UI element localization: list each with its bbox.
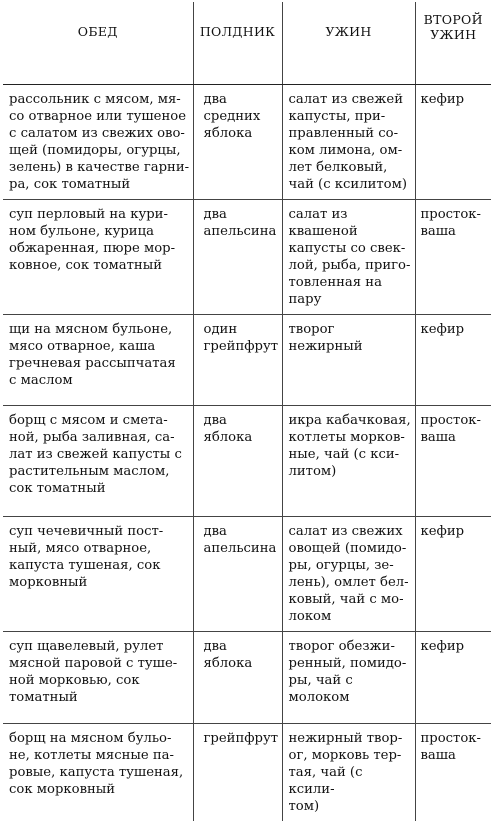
cell-lunch: щи на мясном бульоне, мясо отварное, каша гречневая рассыпчатая с маслом [3,315,193,406]
cell-second-dinner: просток- ваша [415,406,491,517]
cell-second-dinner: просток- ваша [415,200,491,315]
table-row [3,517,491,632]
header-second-dinner-text: ВТОРОЙ УЖИН [424,12,483,42]
cell-lunch: борщ с мясом и смета- ной, рыба заливная, са- лат из свежей капусты с растительным маслом, сок томатный [3,406,193,517]
table-row [3,406,491,517]
cell-dinner: салат из свежих овощей (помидо- ры, огурцы, зе- лень), омлет бел- ковый, чай с мо- локом [282,517,415,632]
header-row [3,2,491,85]
cell-second-dinner: кефир [415,632,491,724]
cell-second-dinner: просток- ваша [415,724,491,821]
header-lunch: ОБЕД [3,2,193,85]
cell-dinner: творог обезжи- ренный, помидо- ры, чай с молоком [282,632,415,724]
cell-afternoon-snack: два апельсина [193,517,282,632]
cell-dinner: творог нежирный [282,315,415,406]
cell-dinner: салат из свежей капусты, при- правленный со- ком лимона, ом- лет белковый, чай (с ксилитом) [282,85,415,200]
cell-afternoon-snack: два апельсина [193,200,282,315]
cell-dinner: салат из квашеной капусты со свек- лой, рыба, приго- товленная на пару [282,200,415,315]
cell-lunch: рассольник с мясом, мя- со отварное или тушеное с салатом из свежих ово- щей (помидоры, огурцы, зелень) в качестве гарни- ра, сок томатный [3,85,193,200]
cell-lunch: суп щавелевый, рулет мясной паровой с туше- ной морковью, сок томатный [3,632,193,724]
cell-afternoon-snack: два яблока [193,632,282,724]
cell-afternoon-snack: два средних яблока [193,85,282,200]
cell-second-dinner: кефир [415,85,491,200]
header-second-dinner [415,2,491,85]
header-afternoon-snack: ПОЛДНИК [193,2,282,85]
cell-lunch: суп перловый на кури- ном бульоне, курица обжаренная, пюре мор- ковное, сок томатный [3,200,193,315]
table-row [3,85,491,200]
table-row [3,724,491,821]
cell-dinner: икра кабачковая, котлеты морков- ные, чай (с кси- литом) [282,406,415,517]
cell-lunch: суп чечевичный пост- ный, мясо отварное, капуста тушеная, сок морковный [3,517,193,632]
table-row [3,315,491,406]
meal-plan-table [3,2,491,821]
cell-afternoon-snack: два яблока [193,406,282,517]
cell-afternoon-snack: грейпфрут [193,724,282,821]
cell-lunch: борщ на мясном бульо- не, котлеты мясные па- ровые, капуста тушеная, сок морковный [3,724,193,821]
header-dinner: УЖИН [282,2,415,85]
cell-second-dinner: кефир [415,517,491,632]
table-row [3,632,491,724]
cell-dinner: нежирный твор- ог, морковь тер- тая, чай (с ксили- том) [282,724,415,821]
cell-afternoon-snack: один грейпфрут [193,315,282,406]
table-header [3,2,491,85]
cell-second-dinner: кефир [415,315,491,406]
table-row [3,200,491,315]
table-body [3,85,491,821]
